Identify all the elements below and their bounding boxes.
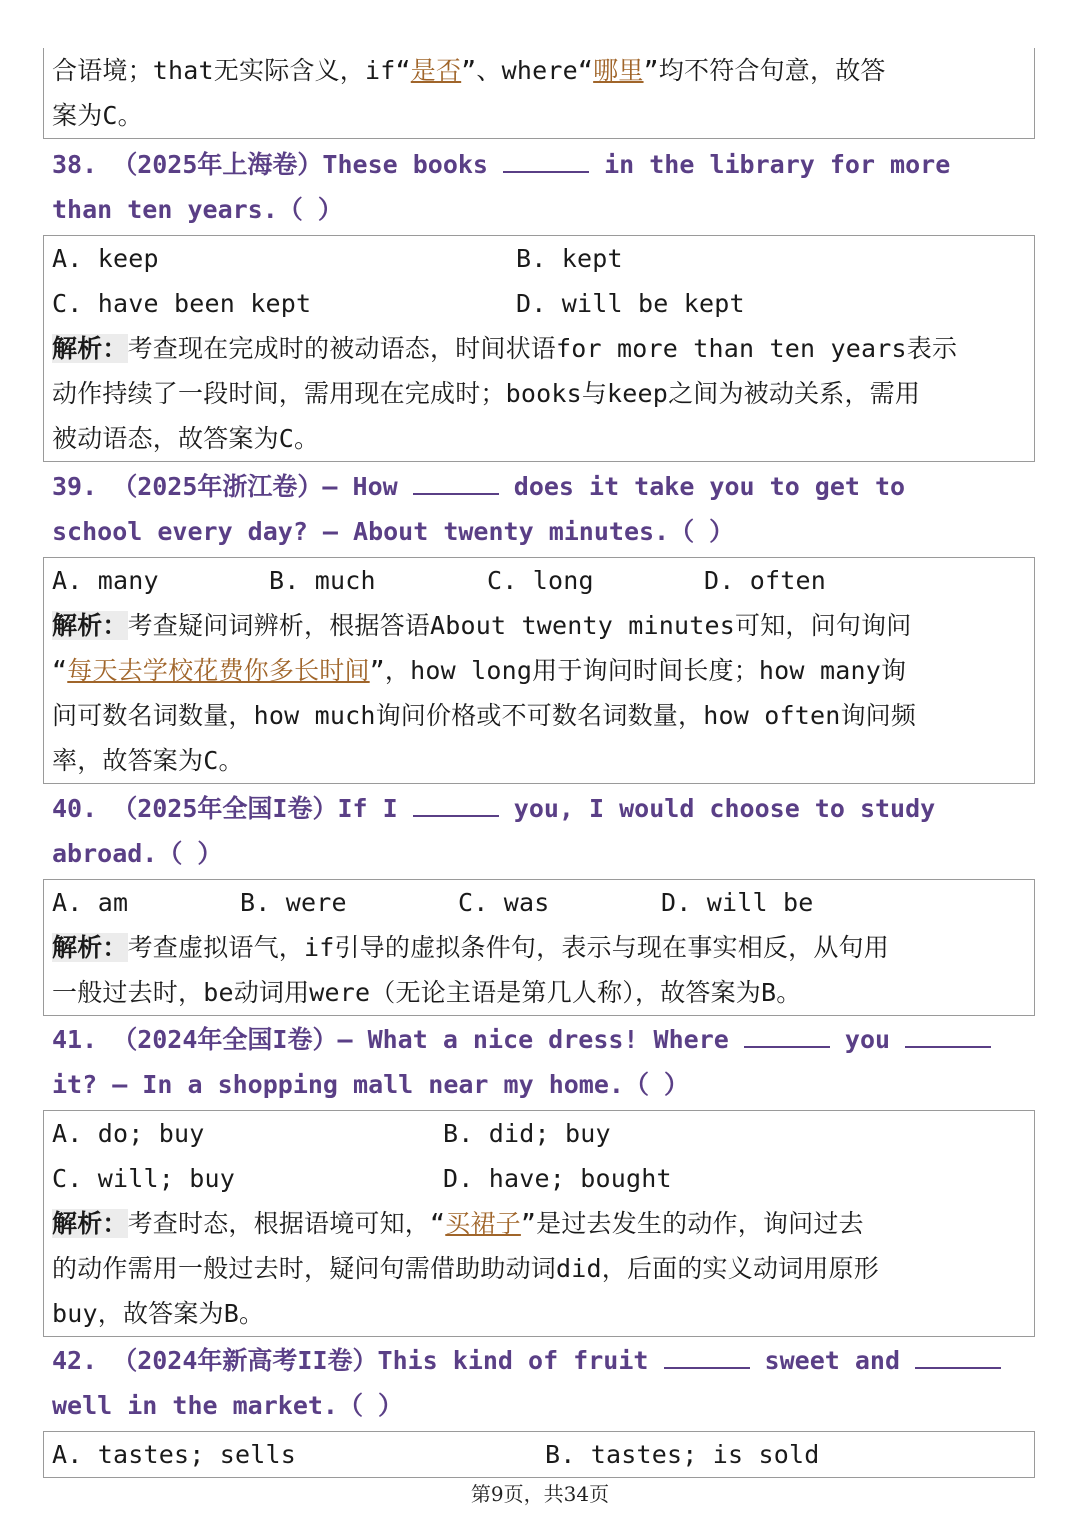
analysis-line: 解析：考查疑问词辨析，根据答语About twenty minutes可知，问句询问 — [52, 611, 912, 640]
option-b: B. kept — [516, 244, 623, 273]
options-row — [52, 1111, 1026, 1156]
analysis-box-37 — [43, 48, 1035, 139]
analysis-line: 被动语态，故答案为C。 — [52, 424, 320, 453]
question-38: 38. （2025年上海卷）These books in the library for more than ten years.（ ） — [52, 150, 951, 224]
question-41: 41. （2024年全国I卷）— What a nice dress! Where you it? — In a shopping mall near my home.（ ） — [52, 1017, 1042, 1107]
option-d: D. often — [704, 566, 827, 595]
option-a: A. keep — [52, 244, 159, 273]
option-a: A. many — [52, 566, 159, 595]
page-number: 第9页，共34页 — [470, 1482, 610, 1506]
options-box-40 — [43, 879, 1035, 1016]
option-a: A. tastes; sells — [52, 1440, 297, 1469]
analysis-line: 一般过去时，be动词用were（无论主语是第几人称），故答案为B。 — [52, 978, 802, 1007]
option-a: A. do; buy — [52, 1119, 205, 1148]
option-d: D. will be — [661, 888, 814, 917]
option-a: A. am — [52, 888, 129, 917]
option-c: C. have been kept — [52, 289, 312, 318]
analysis-line: buy，故答案为B。 — [52, 1299, 265, 1328]
options-row — [52, 281, 1026, 326]
answer-blank — [413, 471, 499, 495]
options-box-39 — [43, 557, 1035, 784]
options-row — [52, 558, 1026, 603]
analysis-line: 解析：考查现在完成时的被动语态，时间状语for more than ten years表示 — [52, 334, 958, 363]
question-42: 42. （2024年新高考II卷）This kind of fruit sweet and well in the market.（ ） — [52, 1338, 1042, 1428]
link-how-long[interactable]: 每天去学校花费你多长时间 — [67, 656, 370, 685]
link-shifou[interactable]: 是否 — [410, 56, 462, 85]
option-b: B. tastes; is sold — [545, 1440, 820, 1469]
link-nali[interactable]: 哪里 — [593, 56, 644, 85]
options-box-41 — [43, 1110, 1035, 1337]
analysis-label: 解析： — [52, 933, 128, 962]
analysis-line: 案为C。 — [52, 101, 143, 130]
link-buy-dress[interactable]: 买裙子 — [445, 1209, 521, 1238]
answer-blank — [915, 1345, 1001, 1369]
answer-blank — [413, 793, 499, 817]
answer-blank — [503, 149, 589, 173]
answer-blank — [664, 1345, 750, 1369]
option-b: B. did; buy — [443, 1119, 611, 1148]
option-d: D. have; bought — [443, 1164, 672, 1193]
analysis-line: 问可数名词数量，how much询问价格或不可数名词数量，how often询问频 — [52, 701, 917, 730]
options-row — [52, 880, 1026, 925]
option-c: C. will; buy — [52, 1164, 236, 1193]
question-40: 40. （2025年全国I卷）If I you, I would choose to study abroad.（ ） — [52, 794, 936, 868]
analysis-label: 解析： — [52, 334, 128, 363]
option-b: B. were — [240, 888, 347, 917]
analysis-line: “每天去学校花费你多长时间”，how long用于询问时间长度；how many询 — [52, 656, 907, 685]
analysis-line: 的动作需用一般过去时，疑问句需借助助动词did，后面的实义动词用原形 — [52, 1254, 879, 1283]
analysis-line: 解析：考查时态，根据语境可知，“买裙子”是过去发生的动作，询问过去 — [52, 1209, 864, 1238]
options-box-38 — [43, 235, 1035, 462]
analysis-label: 解析： — [52, 1209, 128, 1238]
options-box-42 — [43, 1431, 1035, 1478]
question-39: 39. （2025年浙江卷）— How does it take you to get to school every day? — About twenty minutes.（ ） — [52, 472, 906, 546]
options-row — [52, 236, 1026, 281]
answer-blank — [744, 1024, 830, 1048]
options-row — [52, 1156, 1026, 1201]
analysis-line: 率，故答案为C。 — [52, 746, 244, 775]
option-c: C. was — [458, 888, 550, 917]
option-b: B. much — [269, 566, 376, 595]
option-c: C. long — [487, 566, 594, 595]
analysis-line: 合语境；that无实际含义，if“是否”、where“哪里”均不符合句意，故答 — [52, 56, 886, 85]
options-row — [52, 1432, 1026, 1477]
option-d: D. will be kept — [516, 289, 745, 318]
analysis-label: 解析： — [52, 611, 128, 640]
analysis-line: 动作持续了一段时间，需用现在完成时；books与keep之间为被动关系，需用 — [52, 379, 921, 408]
answer-blank — [905, 1024, 991, 1048]
analysis-line: 解析：考查虚拟语气，if引导的虚拟条件句，表示与现在事实相反，从句用 — [52, 933, 889, 962]
